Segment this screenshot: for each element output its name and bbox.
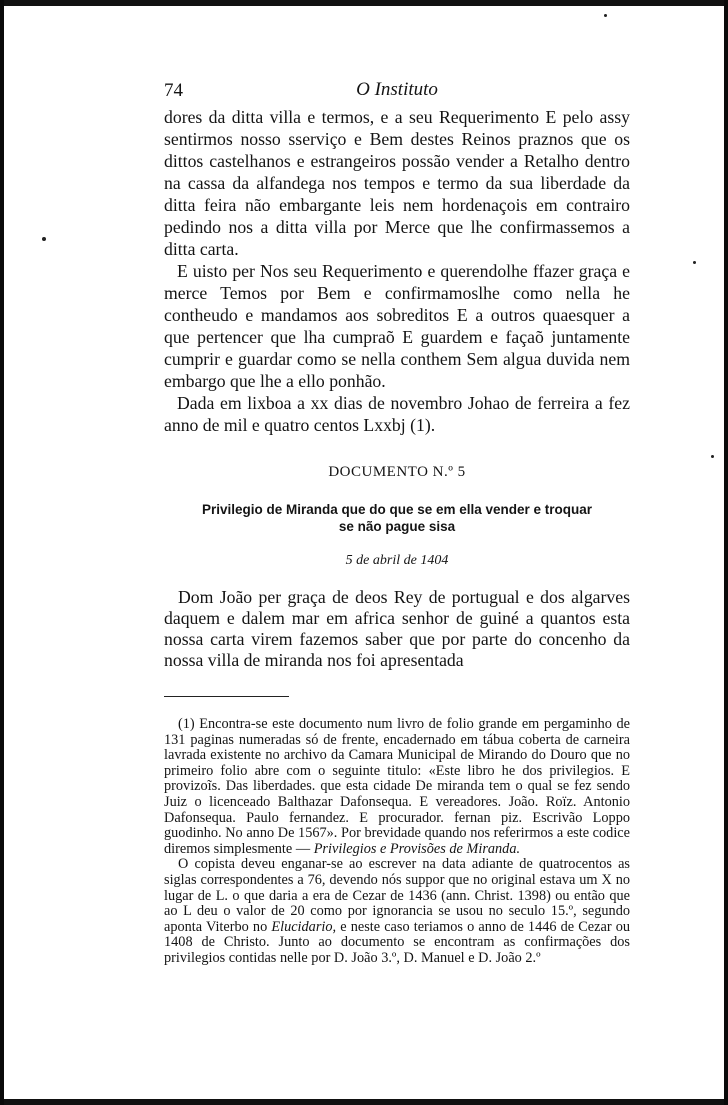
footnote-italic: Privilegios e Provisões de Miranda. — [313, 840, 521, 857]
page-number: 74 — [164, 80, 183, 101]
paragraph: Dada em lixboa a xx dias de novembro Johao de ferreira a fez anno de mil e quatro centos Lxxbj (1). — [164, 393, 630, 435]
scan-edge-top — [4, 0, 728, 6]
body-text — [164, 106, 630, 436]
footnotes — [164, 717, 630, 967]
page-content — [164, 74, 630, 967]
paragraph: E uisto per Nos seu Requerimento e querendolhe ffazer graça e merce Temos por Bem e confirmamoslhe como nella he contheudo e mandamos aos sobreditos E a outros quaesquer a que pertencer que lha cumpraõ E guardem e façaõ juntamente cumprir e guardar como se nella conthem Sem algua duvida nem embargo que lhe a ello ponhão. — [164, 261, 630, 391]
footnote-text: O copista deveu enganar-se ao escrever na data adiante de quatrocentos as siglas correspondentes a 76, devendo nós suppor que no original estava um X no lugar de L. o que daria a era de Cezar de 1436 (ann. Christ. 1398) ou então que ao L deu o valor de 20 como por ignorancia se usou no seculo 15.º, segundo aponta Viterbo no — [164, 856, 630, 935]
scan-speck — [604, 14, 607, 17]
scan-speck — [42, 237, 46, 241]
footnote — [164, 717, 630, 857]
paragraph: Dom João per graça de deos Rey de portugual e dos algarves daquem e dalem mar em africa senhor de guiné a quantos esta nossa carta virem fazemos saber que por parte do concenho da nossa villa de miranda nos foi apresentada — [164, 587, 630, 670]
document-date: 5 de abril de 1404 — [345, 553, 449, 568]
scan-speck — [693, 261, 696, 264]
running-title: O Instituto — [356, 79, 438, 100]
footnote-text: e neste caso teriamos o anno de 1446 de Cezar ou 1408 de Christo. Junto ao documento se encontram as confirmações dos privilegios contidas nelle por D. João 3.º, D. Manuel e D. João 2.º — [164, 918, 631, 966]
footnote — [164, 857, 630, 966]
scan-speck — [711, 455, 714, 458]
footnote-divider — [164, 696, 289, 697]
scan-edge-bottom — [4, 1099, 728, 1105]
document-heading: DOCUMENTO N.º 5 — [328, 464, 466, 480]
paragraph: dores da ditta villa e termos, e a seu Requerimento E pelo assy sentirmos nosso sserviço e Bem destes Reinos praznos que os dittos castelhanos e estrangeiros possão vender a Retalho dentro na cassa da alfandega nos tempos e termo da sua liberdade da ditta feira não embargante leis nem hordenaçois em contrairo pedindo nos a ditta villa por Merce que lhe confirmassemos a ditta carta. — [164, 107, 630, 259]
document-title: Privilegio de Miranda que do que se em ella vender e troquar se não pague sisa — [201, 502, 593, 534]
running-head — [164, 74, 630, 106]
footnote-text: (1) Encontra-se este documento num livro de folio grande em pergaminho de 131 paginas numeradas só de frente, encadernado em tábua coberta de carneira lavrada existente no archivo da Camara Municipal de Mirando do Douro que no primeiro folio abre com o seguinte titulo: «Este libro he dos privilegios. E provizoĩs. Das liberdades. que esta cidade De miranda tem o qual se fez sendo Juiz o licenceado Balthazar Dafonsequa. E vereadores. João. Roïz. Antonio Dafonsequa. Paulo fernandez. E procurador. fernan piz. Escrivão Loppo guodinho. No anno De 1567». Por brevidade quando nos referirmos a este codice diremos simplesmente — — [164, 716, 630, 857]
document-body — [164, 587, 630, 671]
footnote-italic: Elucidario, — [271, 918, 337, 935]
